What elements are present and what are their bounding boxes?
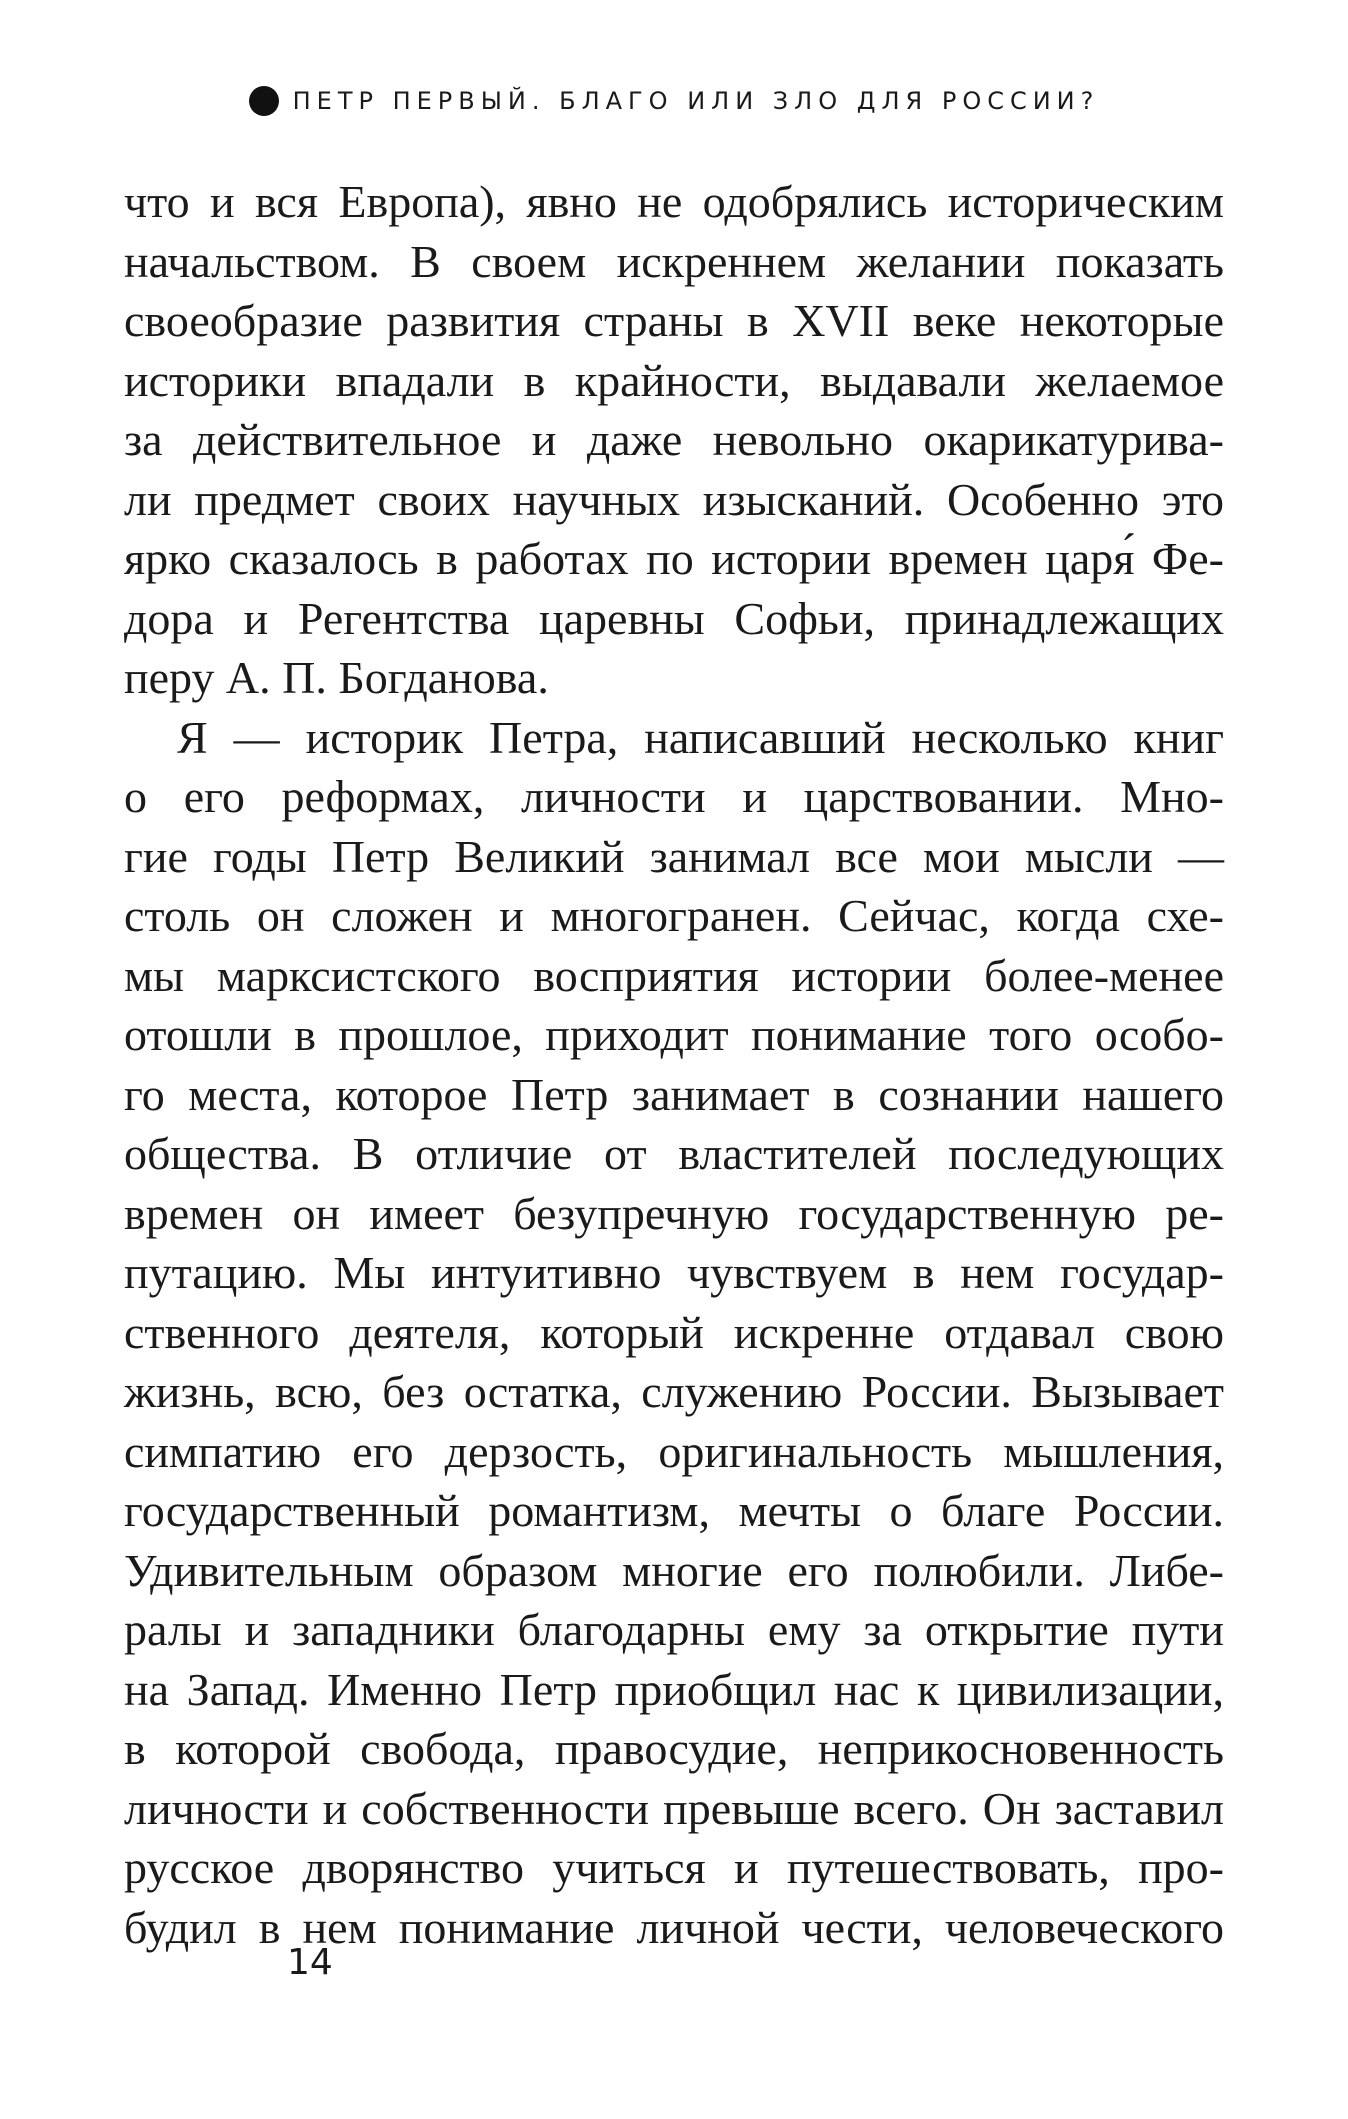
text-line: что и вся Европа), явно не одобрялись историческим <box>124 176 1224 227</box>
page-number: 14 <box>287 1942 333 1983</box>
text-line: о его реформах, личности и царствовании. Мно- <box>124 771 1224 822</box>
text-line: общества. В отличие от властителей последующих <box>124 1128 1224 1179</box>
text-line: ралы и западники благодарны ему за открытие пути <box>124 1604 1224 1655</box>
text-line: путацию. Мы интуитивно чувствуем в нем государ- <box>124 1247 1224 1298</box>
text-line: Я — историк Петра, написавший несколько книг <box>177 711 1224 763</box>
text-line: гие годы Петр Великий занимал все мои мысли — <box>124 830 1224 882</box>
text-line: перу А. П. Богданова. <box>124 652 549 703</box>
text-line: симпатию его дерзость, оригинальность мышления, <box>124 1425 1224 1477</box>
text-line: жизнь, всю, без остатка, служению России. Вызывает <box>124 1366 1224 1417</box>
paragraph <box>124 172 1224 708</box>
text-line: за действительное и даже невольно окарикатурива- <box>124 414 1224 465</box>
body-text <box>124 172 1224 1957</box>
text-line: мы марксистского восприятия истории более-менее <box>124 949 1224 1001</box>
text-line: ственного деятеля, который искренне отдавал свою <box>124 1306 1224 1358</box>
text-line: в которой свобода, правосудие, неприкосновенность <box>124 1723 1224 1774</box>
text-line: ярко сказалось в работах по истории времен царя́ Фе- <box>124 533 1224 584</box>
text-line: на Запад. Именно Петр приобщил нас к цивилизации, <box>124 1663 1224 1715</box>
running-header <box>0 86 1348 116</box>
text-line: государственный романтизм, мечты о благе России. <box>124 1485 1224 1536</box>
running-header-title: ПЕТР ПЕРВЫЙ. БЛАГО ИЛИ ЗЛО ДЛЯ РОССИИ? <box>292 87 1100 115</box>
text-line: своеобразие развития страны в XVII веке некоторые <box>124 295 1224 346</box>
text-line: столь он сложен и многогранен. Сейчас, когда схе- <box>124 890 1224 941</box>
text-line: личности и собственности превыше всего. Он заставил <box>124 1782 1224 1834</box>
text-line: Удивительным образом многие его полюбили. Либе- <box>124 1544 1224 1596</box>
text-line: ли предмет своих научных изысканий. Особенно это <box>124 473 1224 525</box>
text-line: го места, которое Петр занимает в сознании нашего <box>124 1068 1224 1120</box>
text-line: будил в нем понимание личной чести, человеческого <box>124 1901 1224 1953</box>
text-line: отошли в прошлое, приходит понимание того особо- <box>124 1009 1224 1060</box>
text-line: времен он имеет безупречную государственную ре- <box>124 1187 1224 1239</box>
text-line: дора и Регентства царевны Софьи, принадлежащих <box>124 592 1224 644</box>
text-line: русское дворянство учиться и путешествовать, про- <box>124 1842 1224 1893</box>
bullet-icon <box>249 86 279 116</box>
text-line: историки впадали в крайности, выдавали желаемое <box>124 354 1224 406</box>
text-line: начальством. В своем искреннем желании показать <box>124 235 1224 287</box>
paragraph <box>124 708 1224 1958</box>
